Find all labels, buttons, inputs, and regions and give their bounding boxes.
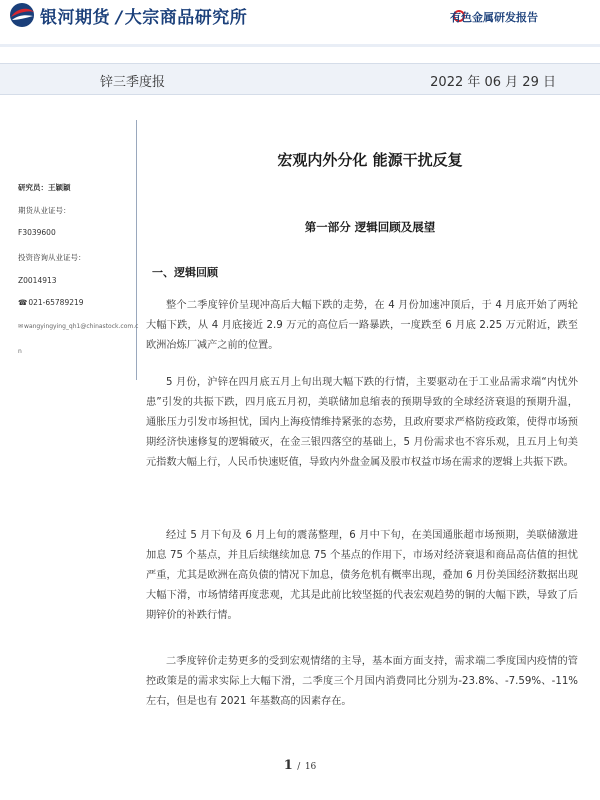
- section-title: 一、逻辑回顾: [152, 266, 218, 279]
- report-name: 锌三季度报: [100, 75, 166, 90]
- report-date: 2022 年 06 月 29 日: [430, 75, 556, 90]
- paragraph-4: 二季度锌价走势更多的受到宏观情绪的主导，基本面方面支持，需求端二季度国内疫情的管控政策是的需求实际上大幅下滑，二季度三个月国内消费同比分别为-23.8%、-7.59%、-11%左右，但是也有 2021 年基数高的因素存在。: [146, 656, 578, 707]
- header-divider: [0, 44, 600, 47]
- mail-icon: ✉: [18, 323, 24, 330]
- brand-left: 银河期货: [40, 8, 110, 28]
- phone-line: [18, 298, 84, 307]
- phone-icon: ☎: [18, 298, 28, 307]
- page-number: [0, 758, 600, 773]
- document-title: 宏观内外分化 能源干扰反复: [277, 151, 463, 169]
- total-pages: 16: [304, 762, 317, 772]
- paragraph-1: 整个二季度锌价呈现冲高后大幅下跌的走势，在 4 月份加速冲顶后，于 4 月底开始了两轮大幅下跌，从 4 月底接近 2.9 万元的高位后一路暴跌，一度跌至 6 月底 2.25 万元附近，跌至欧洲冶炼厂减产之前的位置。: [146, 300, 578, 351]
- page-header: [0, 0, 600, 44]
- report-meta-band: [0, 63, 600, 95]
- report-type: 有色金属研发报告: [450, 11, 538, 24]
- consulting-number: Z0014913: [18, 276, 57, 285]
- qualification-number: F3039600: [18, 228, 56, 237]
- current-page: 1: [283, 758, 293, 773]
- part-title: 第一部分 逻辑回顾及展望: [304, 220, 436, 234]
- consulting-label: 投资咨询从业证号：: [18, 253, 86, 262]
- brand-name: [40, 3, 247, 28]
- paragraph-2: 5 月份，沪锌在四月底五月上旬出现大幅下跌的行情，主要驱动在于工业品需求端“内忧外患”引发的共振下跌，四月底五月初，美联储加息缩表的预期导致的全球经济衰退的预期升温，通胀压力引发市场担忧，国内上海疫情维持紧张的态势，且政府要求严格防疫政策，使得市场预期经济快速修复的逻辑破灭，在金三银四落空的基础上，5 月份需求也不容乐观，且五月上旬美元指数大幅上行，人民币快速贬值，导致内外盘金属及股市权益市场在需求的逻辑上共振下跌。: [146, 377, 578, 468]
- phone-number: 021-65789219: [28, 298, 84, 307]
- qualification-label: 期货从业证号：: [18, 206, 71, 215]
- email-tail: n: [18, 348, 22, 355]
- galaxy-logo-icon: [7, 1, 37, 29]
- researcher-name: 研究员：王颖颖: [18, 183, 71, 192]
- brand-right: 大宗商品研究所: [124, 8, 248, 28]
- brand-slash: /: [116, 8, 123, 28]
- paragraph-3: 经过 5 月下旬及 6 月上旬的震荡整理，6 月中下旬，在美国通胀超市场预期，美联储激进加息 75 个基点，并且后续继续加息 75 个基点的作用下，市场对经济衰退和商品高估值的担忧严重，尤其是欧洲在高负债的情况下加息，债务危机有概率出现，叠加 6 月份美国经济数据出现大幅下滑，市场情绪再度悲观，尤其是此前比较坚挺的代表宏观趋势的铜的大幅下跌，导致了后期锌价的补跌行情。: [146, 530, 578, 621]
- email-line: [18, 323, 138, 330]
- page-separator: /: [297, 762, 301, 772]
- author-sidebar: [0, 120, 137, 380]
- email-address[interactable]: wangyingying_qh1@chinastock.com.c: [24, 323, 139, 330]
